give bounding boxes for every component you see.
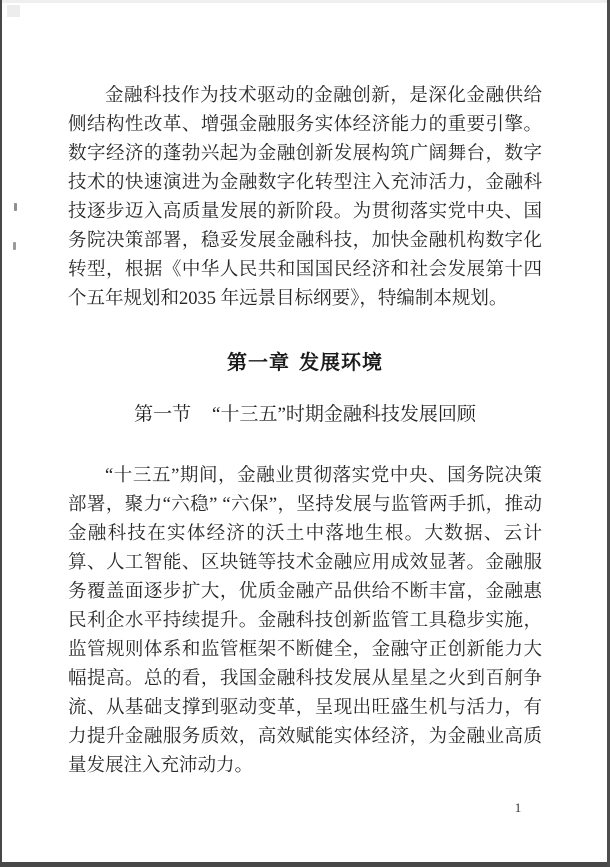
chapter-heading [68,348,542,377]
chapter-number: 第一章 [227,350,290,374]
paragraph-thirteenth-five-year-review: “十三五”期间，金融业贯彻落实党中央、国务院决策部署，聚力“六稳” “六保”，坚持发展与监管两手抓，推动金融科技在实体经济的沃土中落地生根。大数据、云计算、人工智能、区块链等技术金融应用成效显著。金融服务覆盖面逐步扩大，优质金融产品供给不断丰富，金融惠民利企水平持续提升。金融科技创新监管工具稳步实施，监管规则体系和监管框架不断健全，金融守正创新能力大幅提高。总的看，我国金融科技发展从星星之火到百舸争流、从基础支撑到驱动变革，呈现出旺盛生机与活力，有力提升金融服务质效，高效赋能实体经济，为金融业高质量发展注入充沛动力。 [68,466,542,776]
paragraph-intro: 金融科技作为技术驱动的金融创新，是深化金融供给侧结构性改革、增强金融服务实体经济能力的重要引擎。数字经济的蓬勃兴起为金融创新发展构筑广阔舞台，数字技术的快速演进为金融数字化转型注入充沛活力，金融科技逐步迈入高质量发展的新阶段。为贯彻落实党中央、国务院决策部署，稳妥发展金融科技，加快金融机构数字化转型，根据《中华人民共和国国民经济和社会发展第十四个五年规划和2035 年远景目标纲要》，特编制本规划。 [68,86,542,309]
page-number: 1 [514,800,522,815]
scan-speck-2 [13,242,16,250]
scan-speck-1 [14,203,17,211]
scan-edge-left [0,0,2,867]
section-heading [68,400,542,429]
scan-blot-topleft [7,5,20,17]
scan-edge-top [0,0,610,3]
chapter-title: 发展环境 [299,350,383,374]
scan-edge-bottom [0,862,610,867]
section-title: “十三五”时期金融科技发展回顾 [212,404,476,425]
section-number: 第一节 [134,404,192,425]
page-content [68,82,542,781]
